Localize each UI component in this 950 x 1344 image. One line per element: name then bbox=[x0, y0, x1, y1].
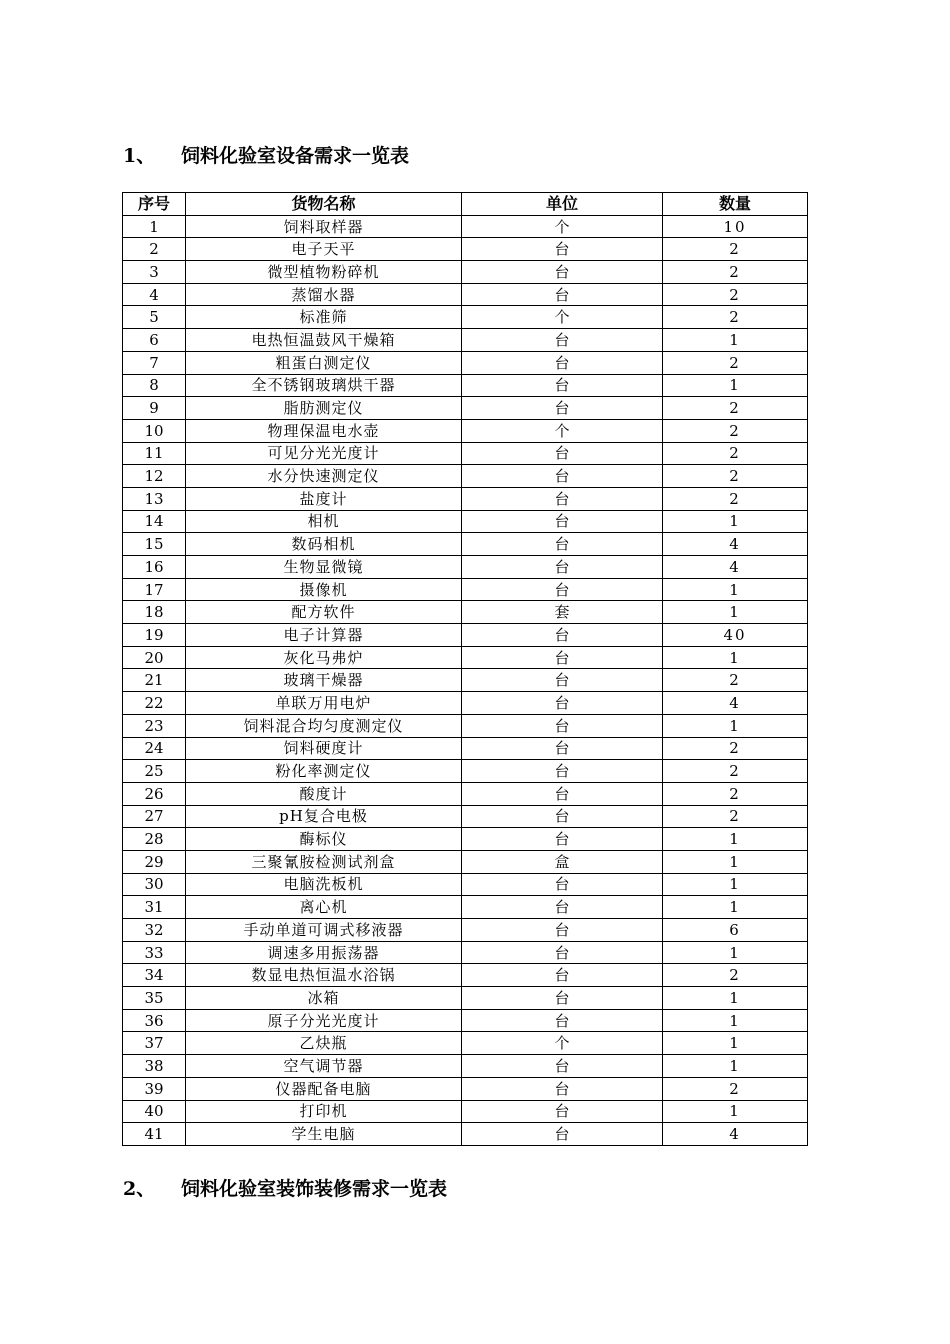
unit: 台 bbox=[462, 692, 663, 715]
item-name: 电脑洗板机 bbox=[186, 873, 462, 896]
quantity: 1 bbox=[663, 601, 808, 624]
quantity: 1 bbox=[663, 1100, 808, 1123]
quantity: 2 bbox=[663, 805, 808, 828]
table-row bbox=[123, 510, 808, 533]
item-name: 数码相机 bbox=[186, 533, 462, 556]
section-1-heading bbox=[123, 144, 409, 168]
unit: 台 bbox=[462, 238, 663, 261]
table-row bbox=[123, 737, 808, 760]
item-name: 电热恒温鼓风干燥箱 bbox=[186, 329, 462, 352]
unit: 台 bbox=[462, 624, 663, 647]
quantity: 1 bbox=[663, 987, 808, 1010]
quantity: 4 bbox=[663, 692, 808, 715]
table-row bbox=[123, 964, 808, 987]
unit: 台 bbox=[462, 669, 663, 692]
unit: 台 bbox=[462, 714, 663, 737]
row-index: 11 bbox=[123, 442, 186, 465]
section-2-title: 饲料化验室装饰装修需求一览表 bbox=[181, 1178, 448, 1200]
item-name: 数显电热恒温水浴锅 bbox=[186, 964, 462, 987]
table-row bbox=[123, 556, 808, 579]
table-row bbox=[123, 533, 808, 556]
row-index: 25 bbox=[123, 760, 186, 783]
quantity: 2 bbox=[663, 737, 808, 760]
unit: 台 bbox=[462, 1077, 663, 1100]
table-row bbox=[123, 442, 808, 465]
item-name: 可见分光光度计 bbox=[186, 442, 462, 465]
table-row bbox=[123, 487, 808, 510]
quantity: 1 bbox=[663, 646, 808, 669]
unit: 台 bbox=[462, 510, 663, 533]
table-row bbox=[123, 850, 808, 873]
quantity: 1 bbox=[663, 850, 808, 873]
row-index: 27 bbox=[123, 805, 186, 828]
item-name: 粉化率测定仪 bbox=[186, 760, 462, 783]
row-index: 33 bbox=[123, 941, 186, 964]
header-index: 序号 bbox=[123, 193, 186, 216]
table-row bbox=[123, 283, 808, 306]
row-index: 31 bbox=[123, 896, 186, 919]
unit: 台 bbox=[462, 283, 663, 306]
unit: 台 bbox=[462, 1009, 663, 1032]
row-index: 38 bbox=[123, 1055, 186, 1078]
row-index: 22 bbox=[123, 692, 186, 715]
item-name: 调速多用振荡器 bbox=[186, 941, 462, 964]
unit: 个 bbox=[462, 306, 663, 329]
unit: 台 bbox=[462, 556, 663, 579]
unit: 盒 bbox=[462, 850, 663, 873]
item-name: 摄像机 bbox=[186, 578, 462, 601]
item-name: 手动单道可调式移液器 bbox=[186, 919, 462, 942]
table-row bbox=[123, 306, 808, 329]
item-name: 饲料硬度计 bbox=[186, 737, 462, 760]
item-name: 冰箱 bbox=[186, 987, 462, 1010]
row-index: 14 bbox=[123, 510, 186, 533]
row-index: 17 bbox=[123, 578, 186, 601]
quantity: 1 bbox=[663, 578, 808, 601]
unit: 台 bbox=[462, 987, 663, 1010]
quantity: 1 bbox=[663, 873, 808, 896]
quantity: 1 bbox=[663, 374, 808, 397]
unit: 台 bbox=[462, 261, 663, 284]
table-row bbox=[123, 238, 808, 261]
unit: 套 bbox=[462, 601, 663, 624]
quantity: 2 bbox=[663, 442, 808, 465]
table-header bbox=[123, 193, 808, 216]
row-index: 10 bbox=[123, 419, 186, 442]
unit: 台 bbox=[462, 397, 663, 420]
row-index: 36 bbox=[123, 1009, 186, 1032]
item-name: pH复合电极 bbox=[186, 805, 462, 828]
table-row bbox=[123, 873, 808, 896]
table-row bbox=[123, 805, 808, 828]
item-name: 空气调节器 bbox=[186, 1055, 462, 1078]
quantity: 1 bbox=[663, 1009, 808, 1032]
quantity: 1 bbox=[663, 1055, 808, 1078]
quantity: 2 bbox=[663, 283, 808, 306]
row-index: 39 bbox=[123, 1077, 186, 1100]
quantity: 1 bbox=[663, 510, 808, 533]
item-name: 相机 bbox=[186, 510, 462, 533]
table-row bbox=[123, 215, 808, 238]
row-index: 18 bbox=[123, 601, 186, 624]
table-row bbox=[123, 646, 808, 669]
section-1-number: 1、 bbox=[123, 145, 156, 167]
item-name: 单联万用电炉 bbox=[186, 692, 462, 715]
item-name: 仪器配备电脑 bbox=[186, 1077, 462, 1100]
unit: 台 bbox=[462, 329, 663, 352]
quantity: 2 bbox=[663, 1077, 808, 1100]
unit: 台 bbox=[462, 374, 663, 397]
quantity: 2 bbox=[663, 669, 808, 692]
item-name: 水分快速测定仪 bbox=[186, 465, 462, 488]
item-name: 三聚氰胺检测试剂盒 bbox=[186, 850, 462, 873]
quantity: 2 bbox=[663, 351, 808, 374]
item-name: 物理保温电水壶 bbox=[186, 419, 462, 442]
row-index: 1 bbox=[123, 215, 186, 238]
quantity: 1 bbox=[663, 1032, 808, 1055]
quantity: 2 bbox=[663, 306, 808, 329]
equipment-table bbox=[122, 192, 808, 1146]
row-index: 23 bbox=[123, 714, 186, 737]
item-name: 生物显微镜 bbox=[186, 556, 462, 579]
row-index: 9 bbox=[123, 397, 186, 420]
quantity: 2 bbox=[663, 238, 808, 261]
row-index: 30 bbox=[123, 873, 186, 896]
item-name: 酶标仪 bbox=[186, 828, 462, 851]
table-row bbox=[123, 1077, 808, 1100]
row-index: 24 bbox=[123, 737, 186, 760]
table-row bbox=[123, 896, 808, 919]
item-name: 微型植物粉碎机 bbox=[186, 261, 462, 284]
quantity: 1 bbox=[663, 941, 808, 964]
table-row bbox=[123, 351, 808, 374]
table-body bbox=[123, 215, 808, 1145]
unit: 台 bbox=[462, 442, 663, 465]
table-row bbox=[123, 782, 808, 805]
row-index: 32 bbox=[123, 919, 186, 942]
table-row bbox=[123, 669, 808, 692]
item-name: 蒸馏水器 bbox=[186, 283, 462, 306]
item-name: 离心机 bbox=[186, 896, 462, 919]
unit: 台 bbox=[462, 941, 663, 964]
unit: 台 bbox=[462, 351, 663, 374]
table-row bbox=[123, 692, 808, 715]
table-row bbox=[123, 329, 808, 352]
row-index: 21 bbox=[123, 669, 186, 692]
item-name: 灰化马弗炉 bbox=[186, 646, 462, 669]
table-row bbox=[123, 1009, 808, 1032]
unit: 台 bbox=[462, 919, 663, 942]
item-name: 电子天平 bbox=[186, 238, 462, 261]
item-name: 电子计算器 bbox=[186, 624, 462, 647]
table-row bbox=[123, 419, 808, 442]
row-index: 13 bbox=[123, 487, 186, 510]
quantity: 2 bbox=[663, 782, 808, 805]
row-index: 4 bbox=[123, 283, 186, 306]
unit: 台 bbox=[462, 760, 663, 783]
row-index: 20 bbox=[123, 646, 186, 669]
table-row bbox=[123, 941, 808, 964]
table-row bbox=[123, 374, 808, 397]
row-index: 12 bbox=[123, 465, 186, 488]
row-index: 15 bbox=[123, 533, 186, 556]
section-2-heading bbox=[123, 1177, 447, 1201]
unit: 台 bbox=[462, 646, 663, 669]
row-index: 6 bbox=[123, 329, 186, 352]
table-row bbox=[123, 1123, 808, 1146]
item-name: 饲料取样器 bbox=[186, 215, 462, 238]
item-name: 配方软件 bbox=[186, 601, 462, 624]
item-name: 饲料混合均匀度测定仪 bbox=[186, 714, 462, 737]
quantity: 40 bbox=[663, 624, 808, 647]
unit: 台 bbox=[462, 1123, 663, 1146]
unit: 台 bbox=[462, 964, 663, 987]
unit: 个 bbox=[462, 419, 663, 442]
quantity: 2 bbox=[663, 419, 808, 442]
unit: 个 bbox=[462, 215, 663, 238]
unit: 台 bbox=[462, 465, 663, 488]
table-row bbox=[123, 828, 808, 851]
row-index: 37 bbox=[123, 1032, 186, 1055]
row-index: 26 bbox=[123, 782, 186, 805]
quantity: 2 bbox=[663, 397, 808, 420]
row-index: 34 bbox=[123, 964, 186, 987]
unit: 台 bbox=[462, 1100, 663, 1123]
unit: 台 bbox=[462, 873, 663, 896]
row-index: 16 bbox=[123, 556, 186, 579]
unit: 个 bbox=[462, 1032, 663, 1055]
unit: 台 bbox=[462, 487, 663, 510]
table-row bbox=[123, 578, 808, 601]
unit: 台 bbox=[462, 737, 663, 760]
item-name: 学生电脑 bbox=[186, 1123, 462, 1146]
item-name: 酸度计 bbox=[186, 782, 462, 805]
item-name: 原子分光光度计 bbox=[186, 1009, 462, 1032]
row-index: 29 bbox=[123, 850, 186, 873]
row-index: 3 bbox=[123, 261, 186, 284]
quantity: 2 bbox=[663, 465, 808, 488]
header-unit: 单位 bbox=[462, 193, 663, 216]
section-1-title: 饲料化验室设备需求一览表 bbox=[181, 145, 410, 167]
quantity: 2 bbox=[663, 964, 808, 987]
row-index: 5 bbox=[123, 306, 186, 329]
row-index: 28 bbox=[123, 828, 186, 851]
unit: 台 bbox=[462, 828, 663, 851]
item-name: 盐度计 bbox=[186, 487, 462, 510]
quantity: 4 bbox=[663, 1123, 808, 1146]
table-row bbox=[123, 987, 808, 1010]
quantity: 1 bbox=[663, 896, 808, 919]
header-quantity: 数量 bbox=[663, 193, 808, 216]
section-2-number: 2、 bbox=[123, 1178, 156, 1200]
quantity: 1 bbox=[663, 329, 808, 352]
quantity: 2 bbox=[663, 261, 808, 284]
item-name: 全不锈钢玻璃烘干器 bbox=[186, 374, 462, 397]
quantity: 1 bbox=[663, 828, 808, 851]
row-index: 19 bbox=[123, 624, 186, 647]
table-row bbox=[123, 397, 808, 420]
row-index: 35 bbox=[123, 987, 186, 1010]
header-item-name: 货物名称 bbox=[186, 193, 462, 216]
table-row bbox=[123, 714, 808, 737]
quantity: 10 bbox=[663, 215, 808, 238]
table-row bbox=[123, 465, 808, 488]
unit: 台 bbox=[462, 805, 663, 828]
row-index: 2 bbox=[123, 238, 186, 261]
quantity: 4 bbox=[663, 556, 808, 579]
quantity: 1 bbox=[663, 714, 808, 737]
unit: 台 bbox=[462, 1055, 663, 1078]
item-name: 脂肪测定仪 bbox=[186, 397, 462, 420]
row-index: 7 bbox=[123, 351, 186, 374]
table-row bbox=[123, 624, 808, 647]
table-row bbox=[123, 1100, 808, 1123]
item-name: 粗蛋白测定仪 bbox=[186, 351, 462, 374]
item-name: 标准筛 bbox=[186, 306, 462, 329]
row-index: 40 bbox=[123, 1100, 186, 1123]
table-row bbox=[123, 1055, 808, 1078]
table-row bbox=[123, 919, 808, 942]
unit: 台 bbox=[462, 578, 663, 601]
table-row bbox=[123, 1032, 808, 1055]
quantity: 2 bbox=[663, 487, 808, 510]
item-name: 玻璃干燥器 bbox=[186, 669, 462, 692]
unit: 台 bbox=[462, 533, 663, 556]
item-name: 乙炔瓶 bbox=[186, 1032, 462, 1055]
row-index: 8 bbox=[123, 374, 186, 397]
quantity: 6 bbox=[663, 919, 808, 942]
unit: 台 bbox=[462, 896, 663, 919]
item-name: 打印机 bbox=[186, 1100, 462, 1123]
row-index: 41 bbox=[123, 1123, 186, 1146]
quantity: 4 bbox=[663, 533, 808, 556]
unit: 台 bbox=[462, 782, 663, 805]
table-row bbox=[123, 760, 808, 783]
header-row bbox=[123, 193, 808, 216]
table-row bbox=[123, 261, 808, 284]
table-row bbox=[123, 601, 808, 624]
quantity: 2 bbox=[663, 760, 808, 783]
